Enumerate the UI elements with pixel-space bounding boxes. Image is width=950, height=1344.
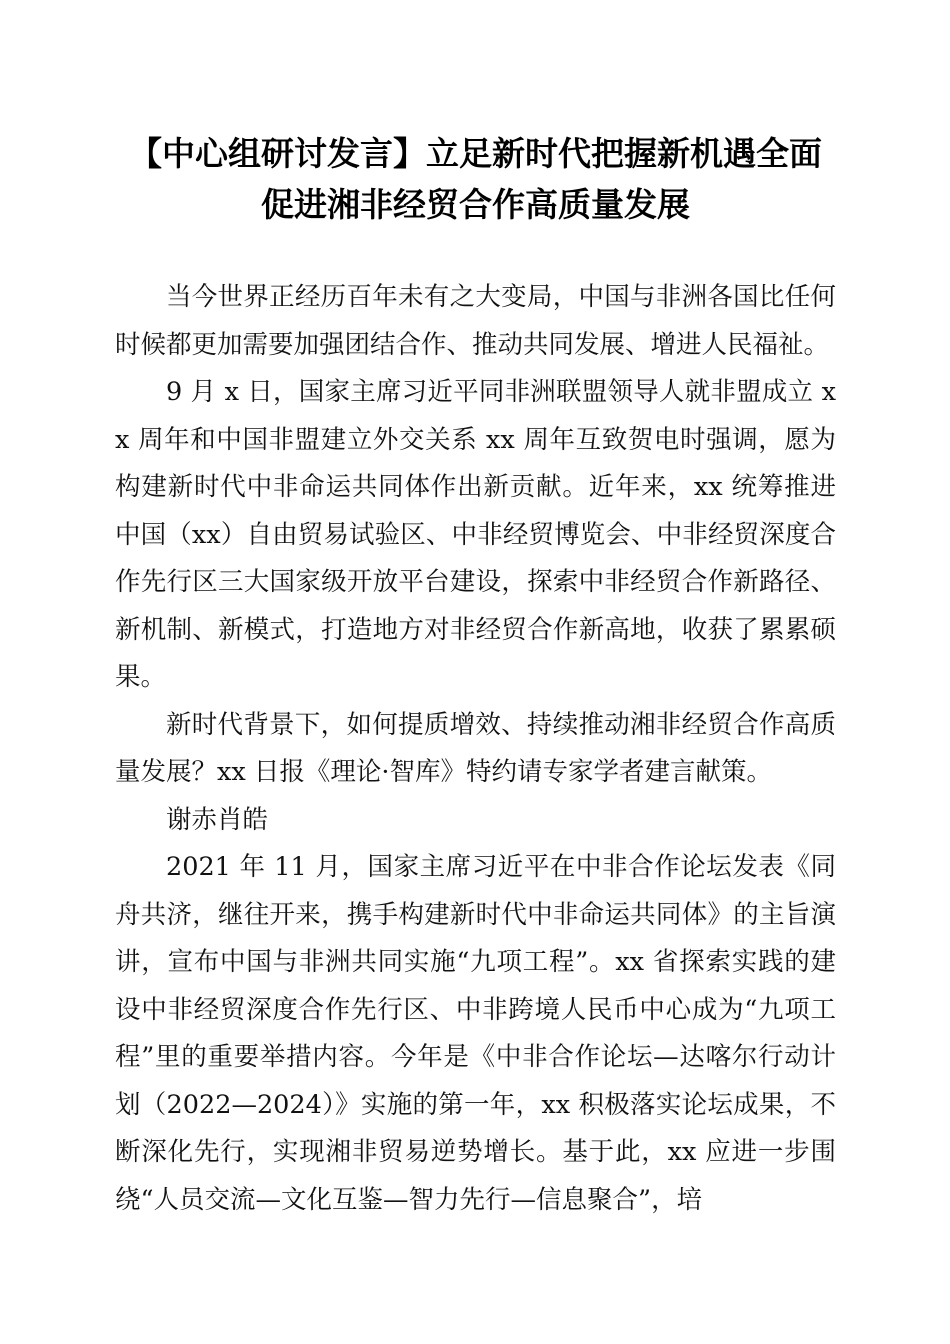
paragraph-byline: 谢赤肖皓 <box>166 804 269 835</box>
page-title: 【中心组研讨发言】立足新时代把握新机遇全面促进湘非经贸合作高质量发展 <box>129 134 822 224</box>
document-content-column <box>115 0 836 1224</box>
paragraph-1: 当今世界正经历百年未有之大变局，中国与非洲各国比任何时候都更加需要加强团结合作、推动共同发展、增进人民福祉。 <box>115 282 836 360</box>
paragraph-5: 2021 年 11 月，国家主席习近平在中非合作论坛发表《同舟共济，继往开来，携手构建新时代中非命运共同体》的主旨演讲，宣布中国与非洲共同实施“九项工程”。xx 省探索实践的建设中非经贸深度合作先行区、中非跨境人民币中心成为“九项工程”里的重要举措内容。今年是《中非合作论坛—达喀尔行动计划（2022—2024）》实施的第一年，xx 积极落实论坛成果，不断深化先行，实现湘非贸易逆势增长。基于此，xx 应进一步围绕“人员交流—文化互鉴—智力先行—信息聚合”，培 <box>115 852 836 1215</box>
paragraph-2: 9 月 x 日，国家主席习近平同非洲联盟领导人就非盟成立 xx 周年和中国非盟建立外交关系 xx 周年互致贺电时强调，愿为构建新时代中非命运共同体作出新贡献。近年来，xx 统筹推进中国（xx）自由贸易试验区、中非经贸博览会、中非经贸深度合作先行区三大国家级开放平台建设，探索中非经贸合作新路径、新机制、新模式，打造地方对非经贸合作新高地，收获了累累硕果。 <box>115 377 836 692</box>
paragraph-3: 新时代背景下，如何提质增效、持续推动湘非经贸合作高质量发展？xx 日报《理论·智库》特约请专家学者建言献策。 <box>115 709 836 787</box>
document-body <box>115 274 836 1224</box>
